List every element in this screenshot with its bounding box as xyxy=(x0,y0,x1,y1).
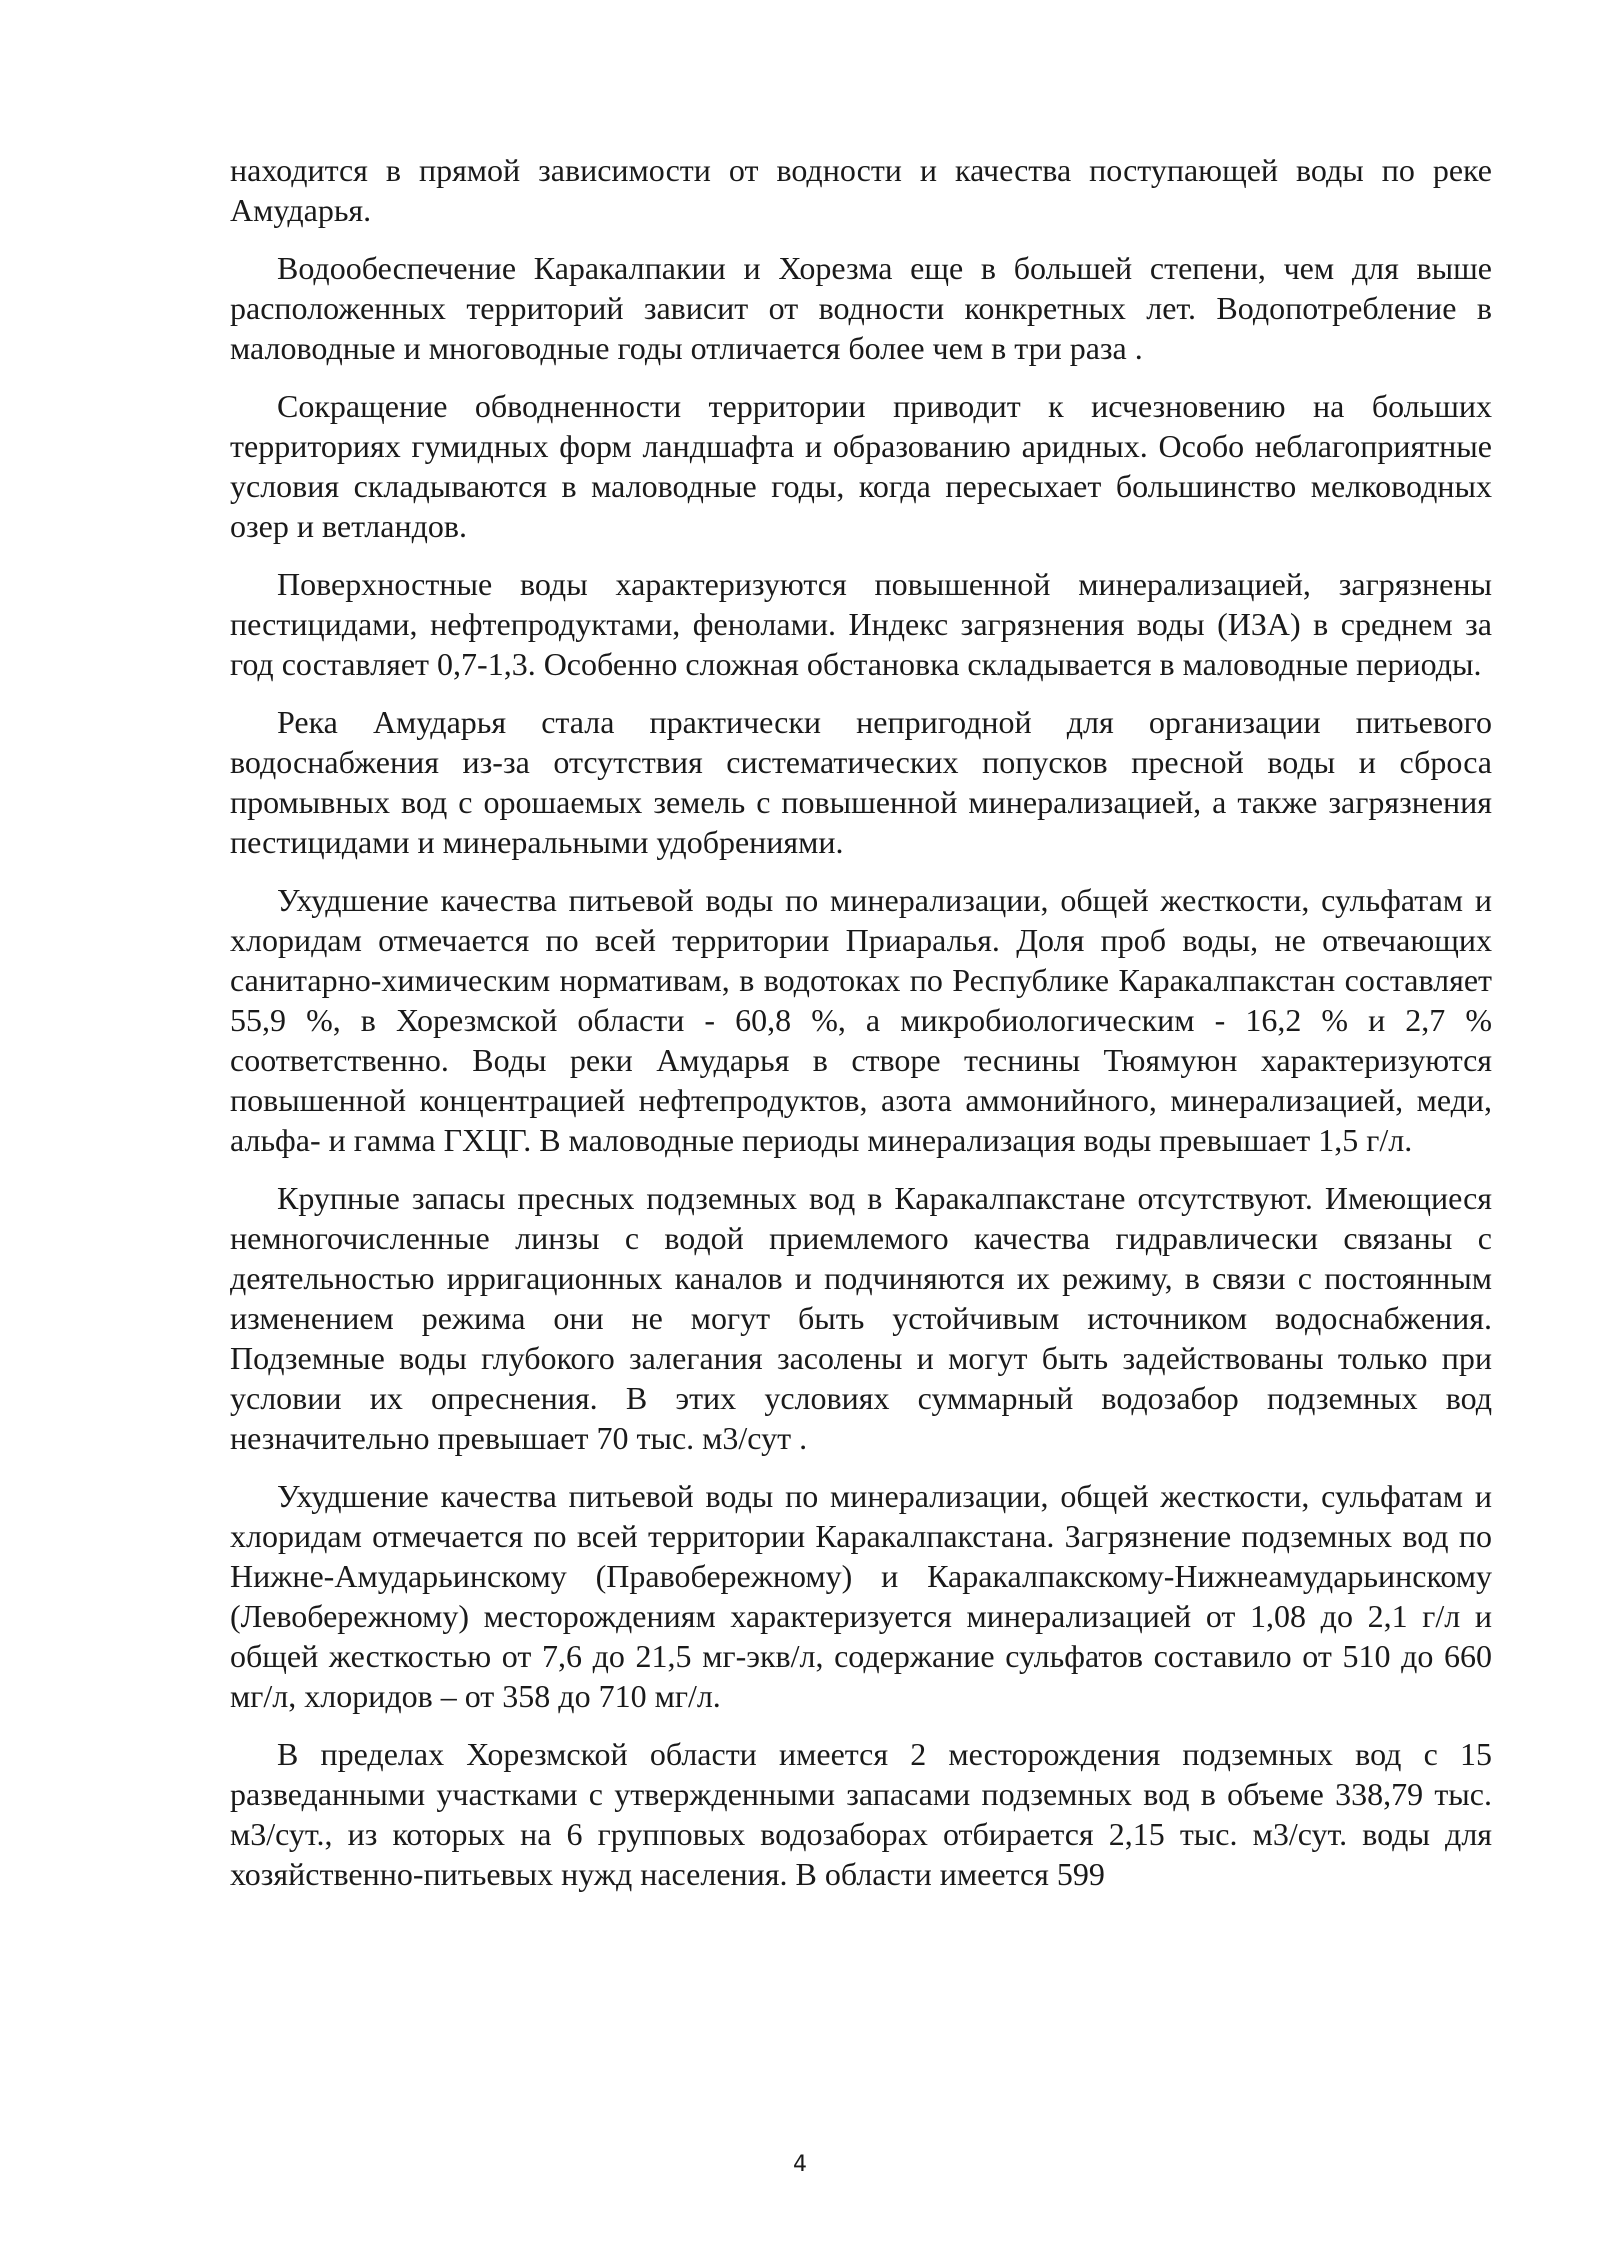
page-number: 4 xyxy=(793,2152,807,2177)
paragraph-6: Ухудшение качества питьевой воды по минерализации, общей жесткости, сульфатам и хлоридам отмечается по всей территории Приаралья. Доля проб воды, не отвечающих санитарно-химическим нормативам, в водотоках по Республике Каракалпакстан составляет 55,9 %, в Хорезмской области - 60,8 %, а микробиологическим - 16,2 % и 2,7 % соответственно. Воды реки Амударья в створе теснины Тюямуюн характеризуются повышенной концентрацией нефтепродуктов, азота аммонийного, минерализацией, меди, альфа- и гамма ГХЦГ. В маловодные периоды минерализация воды превышает 1,5 г/л. xyxy=(230,882,1492,1158)
paragraph-8: Ухудшение качества питьевой воды по минерализации, общей жесткости, сульфатам и хлоридам отмечается по всей территории Каракалпакстана. Загрязнение подземных вод по Нижне-Амударьинскому (Правобережному) и Каракалпакскому-Нижнеамударьинскому (Левобережному) месторождениям характеризуется минерализацией от 1,08 до 2,1 г/л и общей жесткостью от 7,6 до 21,5 мг-экв/л, содержание сульфатов составило от 510 до 660 мг/л, хлоридов – от 358 до 710 мг/л. xyxy=(230,1478,1492,1714)
paragraph-1: находится в прямой зависимости от водности и качества поступающей воды по реке Амударья. xyxy=(230,152,1492,228)
document-body xyxy=(230,150,1492,1894)
paragraph-2: Водообеспечение Каракалпакии и Хорезма еще в большей степени, чем для выше расположенных территорий зависит от водности конкретных лет. Водопотребление в маловодные и многоводные годы отличается более чем в три раза . xyxy=(230,250,1492,366)
paragraph-4: Поверхностные воды характеризуются повышенной минерализацией, загрязнены пестицидами, нефтепродуктами, фенолами. Индекс загрязнения воды (ИЗА) в среднем за год составляет 0,7-1,3. Особенно сложная обстановка складывается в маловодные периоды. xyxy=(230,566,1492,682)
paragraph-5: Река Амударья стала практически непригодной для организации питьевого водоснабжения из-за отсутствия систематических попусков пресной воды и сброса промывных вод с орошаемых земель с повышенной минерализацией, а также загрязнения пестицидами и минеральными удобрениями. xyxy=(230,704,1492,860)
paragraph-3: Сокращение обводненности территории приводит к исчезновению на больших территориях гумидных форм ландшафта и образованию аридных. Особо неблагоприятные условия складываются в маловодные годы, когда пересыхает большинство мелководных озер и ветландов. xyxy=(230,388,1492,544)
paragraph-9: В пределах Хорезмской области имеется 2 месторождения подземных вод с 15 разведанными участками с утвержденными запасами подземных вод в объеме 338,79 тыс. м3/сут., из которых на 6 групповых водозаборах отбирается 2,15 тыс. м3/сут. воды для хозяйственно-питьевых нужд населения. В области имеется 599 xyxy=(230,1736,1492,1892)
paragraph-7: Крупные запасы пресных подземных вод в Каракалпакстане отсутствуют. Имеющиеся немногочисленные линзы с водой приемлемого качества гидравлически связаны с деятельностью ирригационных каналов и подчиняются их режиму, в связи с постоянным изменением режима они не могут быть устойчивым источником водоснабжения. Подземные воды глубокого залегания засолены и могут быть задействованы только при условии их опреснения. В этих условиях суммарный водозабор подземных вод незначительно превышает 70 тыс. м3/сут . xyxy=(230,1180,1492,1456)
